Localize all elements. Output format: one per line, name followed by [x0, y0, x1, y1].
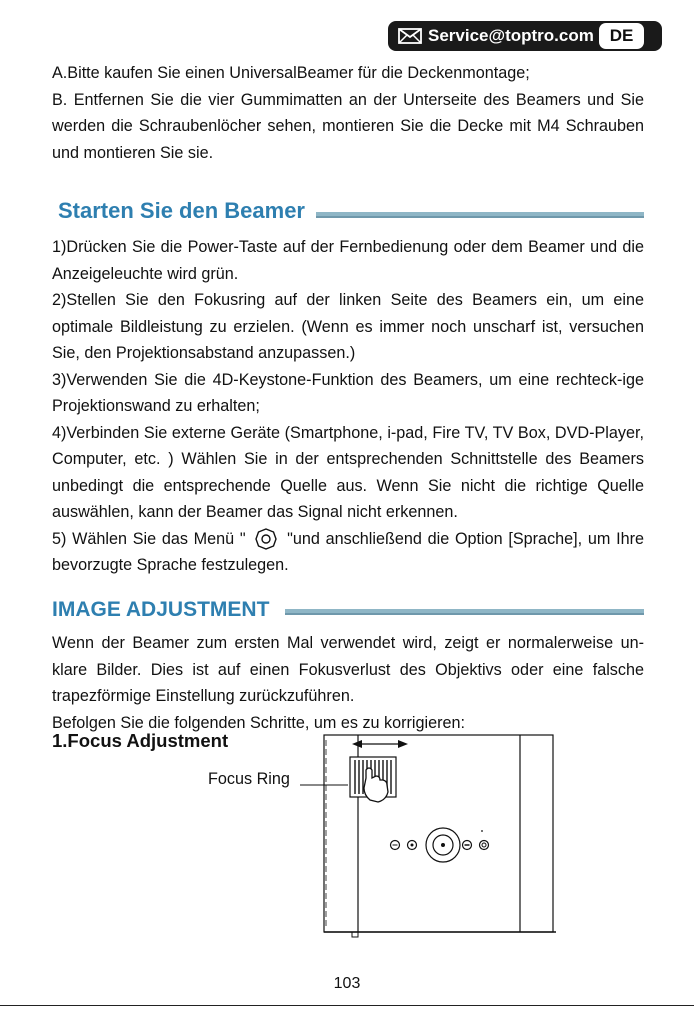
service-email[interactable]: Service@toptro.com [428, 26, 594, 45]
step-2: 2)Stellen Sie den Fokusring auf der linken Seite des Beamers ein, um eine optimale Bildleistung zu erzielen. (Wenn es immer noch unscharf ist, versuchen Sie, den Projektionsabstand anzupassen.) [52, 291, 644, 362]
step-5-end: "und anschließend die Option [Sprache], um Ihre bevorzugte Sprache festzulegen. [52, 529, 644, 574]
section-title-image: IMAGE ADJUSTMENT [52, 598, 270, 621]
step-1: 1)Drücken Sie die Power-Taste auf der Fernbedienung oder dem Beamer und die Anzeigeleuchte wird grün. [52, 238, 644, 283]
step-5-start: 5) Wählen Sie das Menü " [52, 529, 246, 548]
section-title-start: Starten Sie den Beamer [58, 198, 305, 223]
footer-rule [0, 1005, 694, 1006]
intro-line-b: B. Entfernen Sie die vier Gummimatten an der Unterseite des Beamers und Sie werden die Schraubenlöcher sehen, montieren Sie die Decke mit M4 Schrauben und montieren Sie sie. [52, 90, 644, 162]
intro-line-a: A.Bitte kaufen Sie einen UniversalBeamer für die Deckenmontage; [52, 64, 530, 82]
image-para-1: Wenn der Beamer zum ersten Mal verwendet wird, zeigt er normalerweise un-klare Bilder. Dies ist auf einen Fokusverlust des Objektivs oder eine falsche trapezförmige Einstellung zurückzuführen. [52, 634, 644, 705]
language-badge: DE [599, 23, 644, 49]
step-3: 3)Verwenden Sie die 4D-Keystone-Funktion des Beamers, um eine rechteck-ige Projektionswand zu erhalten; [52, 370, 644, 415]
focus-ring-label: Focus Ring [208, 770, 290, 788]
image-para-2: Befolgen Sie die folgenden Schritte, um es zu korrigieren: [52, 713, 466, 732]
focus-adjustment-heading: 1.Focus Adjustment [52, 730, 229, 751]
step-4: 4)Verbinden Sie externe Geräte (Smartphone, i-pad, Fire TV, TV Box, DVD-Player, Computer, etc. ) Wählen Sie in der entsprechenden Schnittstelle des Beamers unbedingt die entsprechende Quelle aus. Wenn Sie nicht die richtige Quelle auswählen, kann der Beamer das Signal nicht erkennen. [52, 423, 644, 521]
page-number: 103 [333, 975, 361, 992]
